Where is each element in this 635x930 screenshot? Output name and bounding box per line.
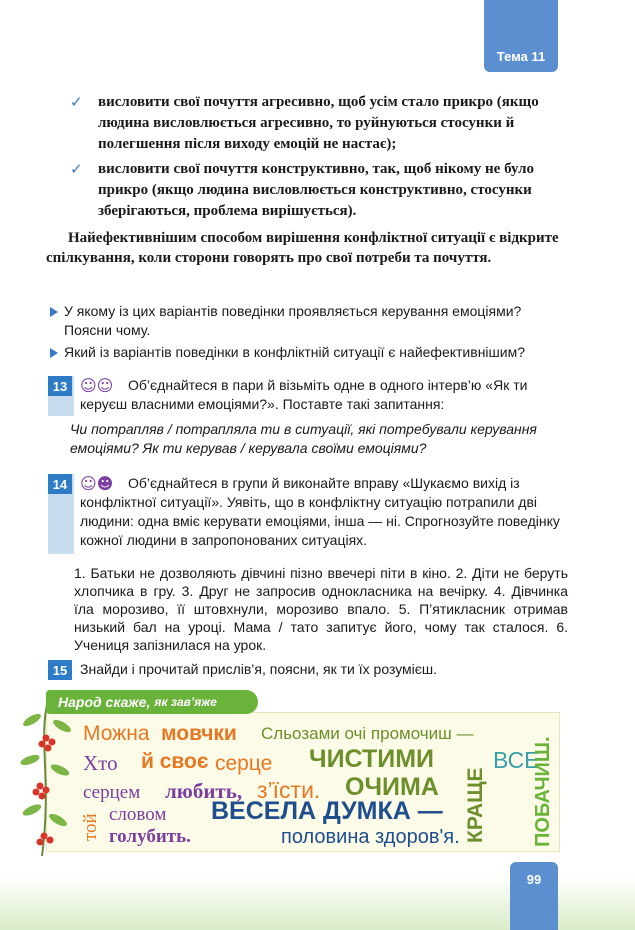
list-item-text: висловити свої почуття агресивно, щоб усім стало прикро (якщо людина висловлюється агресивно, то руйнуються стосунки й полегшення після виходу емоцій не настає);	[98, 94, 539, 152]
list-item	[68, 92, 568, 155]
behavior-options-list	[68, 92, 568, 226]
topic-label: Тема 11	[496, 49, 546, 64]
proverb-word: й своє	[141, 750, 209, 773]
proverb-word: КРАЩЕ	[464, 767, 487, 843]
task-text: Об’єднайтеся в пари й візьміть одне в одного інтерв’ю «Як ти керуєш власними емоціями?». Поставте такі запитання:	[80, 377, 528, 412]
proverb-word: ОЧИМА	[345, 773, 439, 801]
task-number: 15	[48, 660, 72, 680]
task-number: 13	[48, 376, 72, 396]
questions-list	[48, 302, 568, 365]
conclusion-paragraph: Найефективнішим способом вирішення конфліктної ситуації є відкрите спілкування, коли сторони говорять про свої потреби та почуття.	[46, 230, 559, 266]
task-14	[48, 474, 568, 558]
proverb-word: мовчки	[161, 722, 237, 745]
proverb-word: любить,	[165, 779, 243, 803]
proverb-word: половина здоров'я.	[281, 826, 460, 848]
question-text: Який із варіантів поведінки в конфліктній ситуації є найефективнішим?	[64, 344, 525, 360]
proverb-word: серце	[215, 752, 273, 775]
task-text: Об’єднайтеся в групи й виконайте вправу «Шукаємо вихід із конфліктної ситуації». Уявіть, що в конфліктну ситуацію потрапили дві людини: одна вміє керувати емоціями, інша — ні. Спрогнозуйте поведінку кожної людини в запропонованих ситуаціях.	[80, 475, 560, 548]
interview-question: Чи потрапляв / потрапляла ти в ситуації, які потребували керування емоціями? Як ти керував / керувала своїми емоціями?	[70, 421, 537, 456]
list-item-text: висловити свої почуття конструктивно, так, щоб нікому не було прикро (якщо людина висловлюється конструктивно, стосунки зберігаються, проблема вирішується).	[98, 161, 535, 219]
proverb-word: Можна	[83, 722, 150, 745]
proverb-word: голубить.	[109, 826, 191, 847]
proverb-word: серцем	[83, 782, 141, 803]
task-number: 14	[48, 474, 72, 494]
list-item	[68, 159, 568, 222]
proverb-word: ПОБАЧИШ.	[532, 736, 554, 847]
proverb-word: ЧИСТИМИ	[309, 745, 434, 773]
proverb-word: той	[80, 813, 101, 841]
check-icon: ✓	[70, 93, 83, 111]
list-item	[48, 302, 568, 340]
proverb-word: словом	[109, 804, 167, 825]
triangle-bullet-icon	[50, 348, 58, 358]
proverb-word: Хто	[83, 751, 118, 775]
task-text: Знайди і прочитай прислів’я, поясни, як ти їх розумієш.	[80, 661, 438, 677]
situations-paragraph: 1. Батьки не дозволяють дівчині пізно ввечері піти в кіно. 2. Діти не беруть хлопчика в гру. 3. Друг не запросив однокласника на вечірку. 4. Дівчинка їла морозиво, її штовхнули, морозиво впало. 5. П’ятикласник отримав низький бал на уроці. Мама / тато запитує його, чому так сталося. 6. Учениця запізнилася на урок.	[74, 565, 568, 653]
proverb-banner	[46, 690, 258, 714]
banner-small-text: як зав’яже	[154, 695, 217, 709]
group-faces-icon: ☺☻	[80, 474, 114, 493]
list-item	[48, 343, 568, 362]
pair-faces-icon: ☺☺	[80, 376, 114, 395]
proverb-word: ВСЕ	[493, 747, 540, 773]
page-number-tab	[510, 862, 558, 930]
proverb-box	[46, 712, 560, 852]
proverb-word: з’їсти.	[257, 777, 321, 803]
task-15	[48, 660, 568, 680]
proverb-word: ВЕСЕЛА ДУМКА —	[211, 797, 443, 825]
triangle-bullet-icon	[50, 307, 58, 317]
task-13	[48, 376, 568, 466]
rowan-berries-decoration-icon	[18, 700, 78, 856]
page-number: 99	[526, 872, 542, 887]
topic-tab	[484, 0, 558, 72]
question-text: У якому із цих варіантів поведінки проявляється керування емоціями? Поясни чому.	[64, 303, 522, 338]
check-icon: ✓	[70, 160, 83, 178]
banner-main-text: Народ скаже,	[58, 694, 151, 710]
proverb-word: Сльозами очі промочиш —	[261, 724, 474, 743]
